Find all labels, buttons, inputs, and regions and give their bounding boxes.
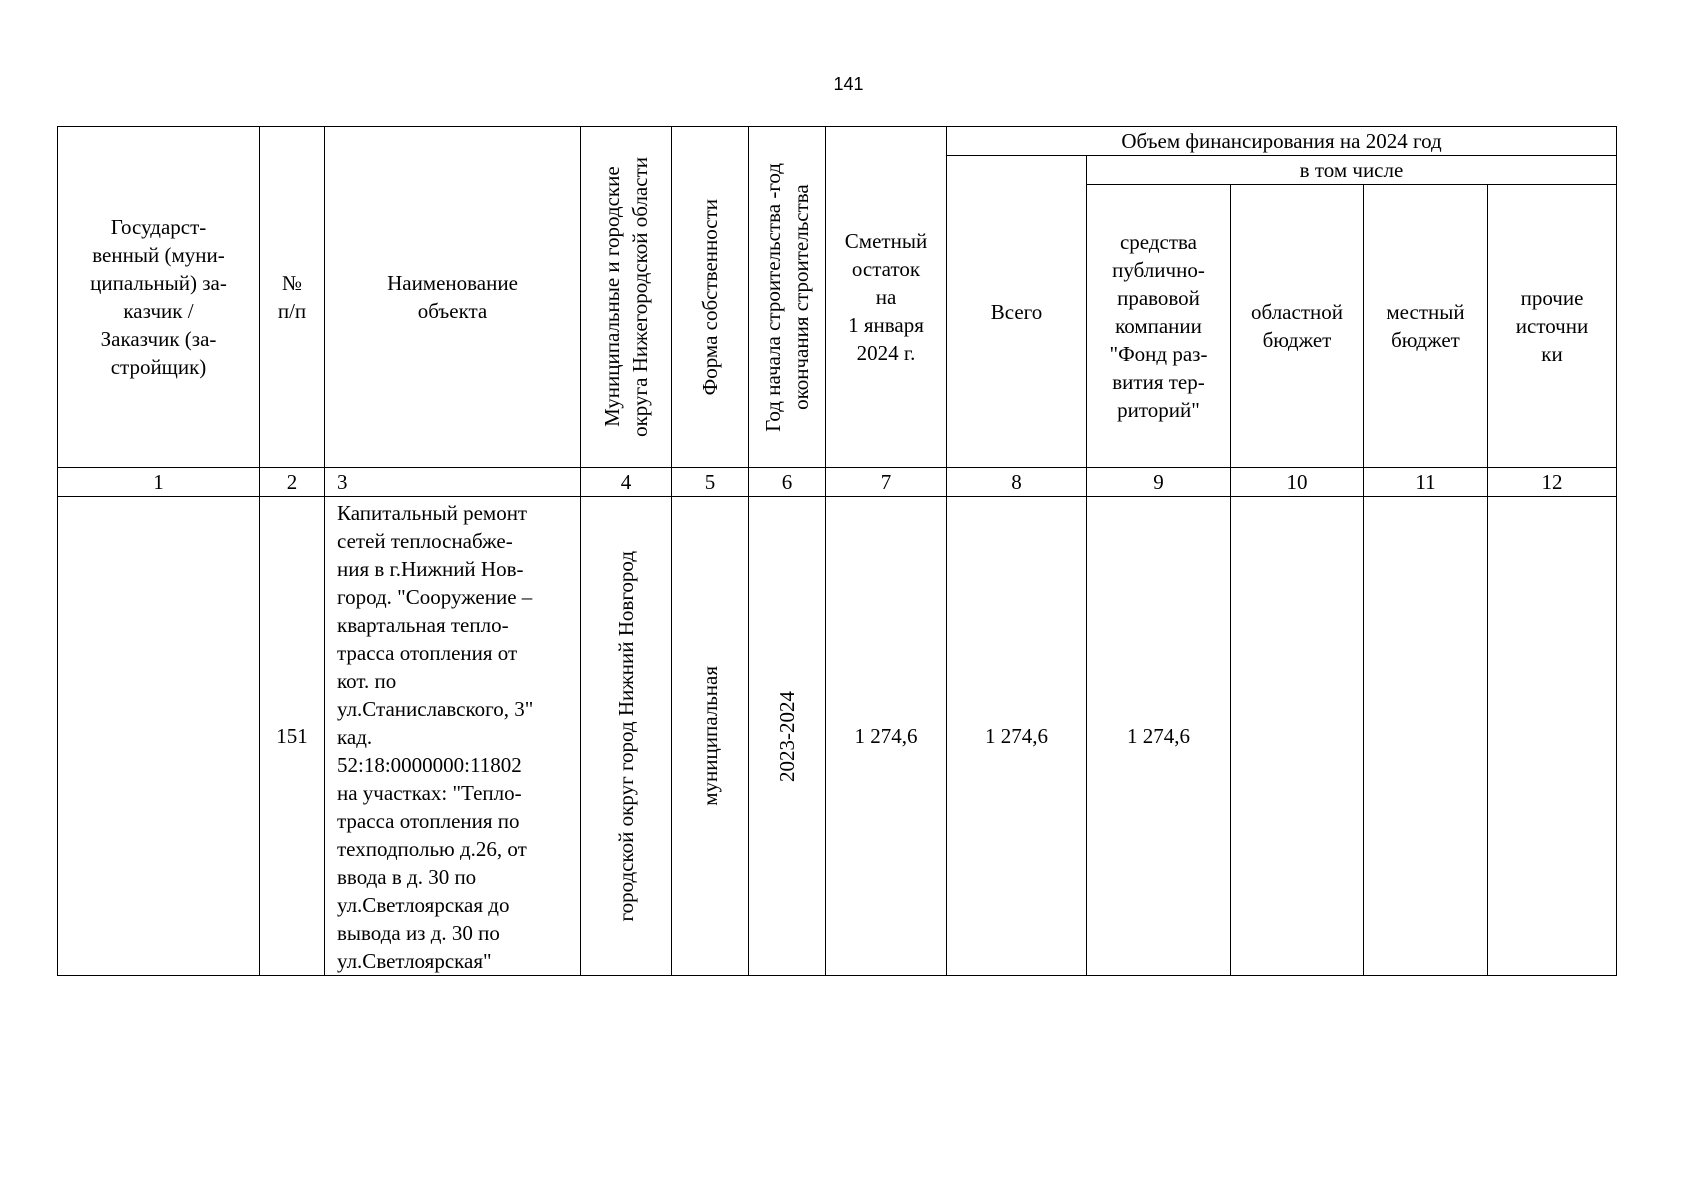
column-number: 2 xyxy=(260,468,325,497)
column-number: 10 xyxy=(1231,468,1364,497)
column-number: 8 xyxy=(947,468,1087,497)
cell-district: городской округ город Нижний Новгород xyxy=(581,497,672,976)
cell-years: 2023-2024 xyxy=(749,497,826,976)
column-number: 9 xyxy=(1087,468,1231,497)
cell-estimated-balance: 1 274,6 xyxy=(826,497,947,976)
investment-table xyxy=(57,126,1617,976)
cell-regional-budget xyxy=(1231,497,1364,976)
cell-local-budget xyxy=(1364,497,1488,976)
cell-ownership: муниципальная xyxy=(672,497,749,976)
column-number: 7 xyxy=(826,468,947,497)
header-including: в том числе xyxy=(1087,156,1617,185)
column-number: 3 xyxy=(325,468,581,497)
column-number: 6 xyxy=(749,468,826,497)
column-numbers-row xyxy=(58,468,1617,497)
header-other-sources: прочие источни ки xyxy=(1488,185,1617,468)
cell-number: 151 xyxy=(260,497,325,976)
header-total: Всего xyxy=(947,156,1087,468)
header-regional-budget: областной бюджет xyxy=(1231,185,1364,468)
column-number: 4 xyxy=(581,468,672,497)
header-district: Муниципальные и городские округа Нижегородской области xyxy=(581,127,672,468)
table-row xyxy=(58,497,1617,976)
header-estimated-balance: Сметный остаток на 1 января 2024 г. xyxy=(826,127,947,468)
page-number: 141 xyxy=(833,74,864,94)
header-object-name: Наименование объекта xyxy=(325,127,581,468)
header-ownership: Форма собственности xyxy=(672,127,749,468)
header-number: № п/п xyxy=(260,127,325,468)
cell-object-name: Капитальный ремонт сетей теплоснабже- ния в г.Нижний Нов- город. "Сооружение – квартальная тепло- трасса отопления от кот. по ул.Станиславского, 3" кад. 52:18:0000000:11802 на участках: "Тепло- трасса отопления по техподполью д.26, от ввода в д. 30 по ул.Светлоярская до вывода из д. 30 по ул.Светлоярская" xyxy=(325,497,581,976)
header-years: Год начала строительства -год окончания строительства xyxy=(749,127,826,468)
cell-fund-territories: 1 274,6 xyxy=(1087,497,1231,976)
cell-other-sources xyxy=(1488,497,1617,976)
column-number: 12 xyxy=(1488,468,1617,497)
column-number: 11 xyxy=(1364,468,1488,497)
column-number: 1 xyxy=(58,468,260,497)
header-financing-title: Объем финансирования на 2024 год xyxy=(947,127,1617,156)
header-local-budget: местный бюджет xyxy=(1364,185,1488,468)
header-fund-territories: средства публично- правовой компании "Фонд раз- вития тер- риторий" xyxy=(1087,185,1231,468)
cell-customer xyxy=(58,497,260,976)
cell-total: 1 274,6 xyxy=(947,497,1087,976)
header-customer: Государст- венный (муни- ципальный) за- казчик / Заказчик (за- стройщик) xyxy=(58,127,260,468)
column-number: 5 xyxy=(672,468,749,497)
